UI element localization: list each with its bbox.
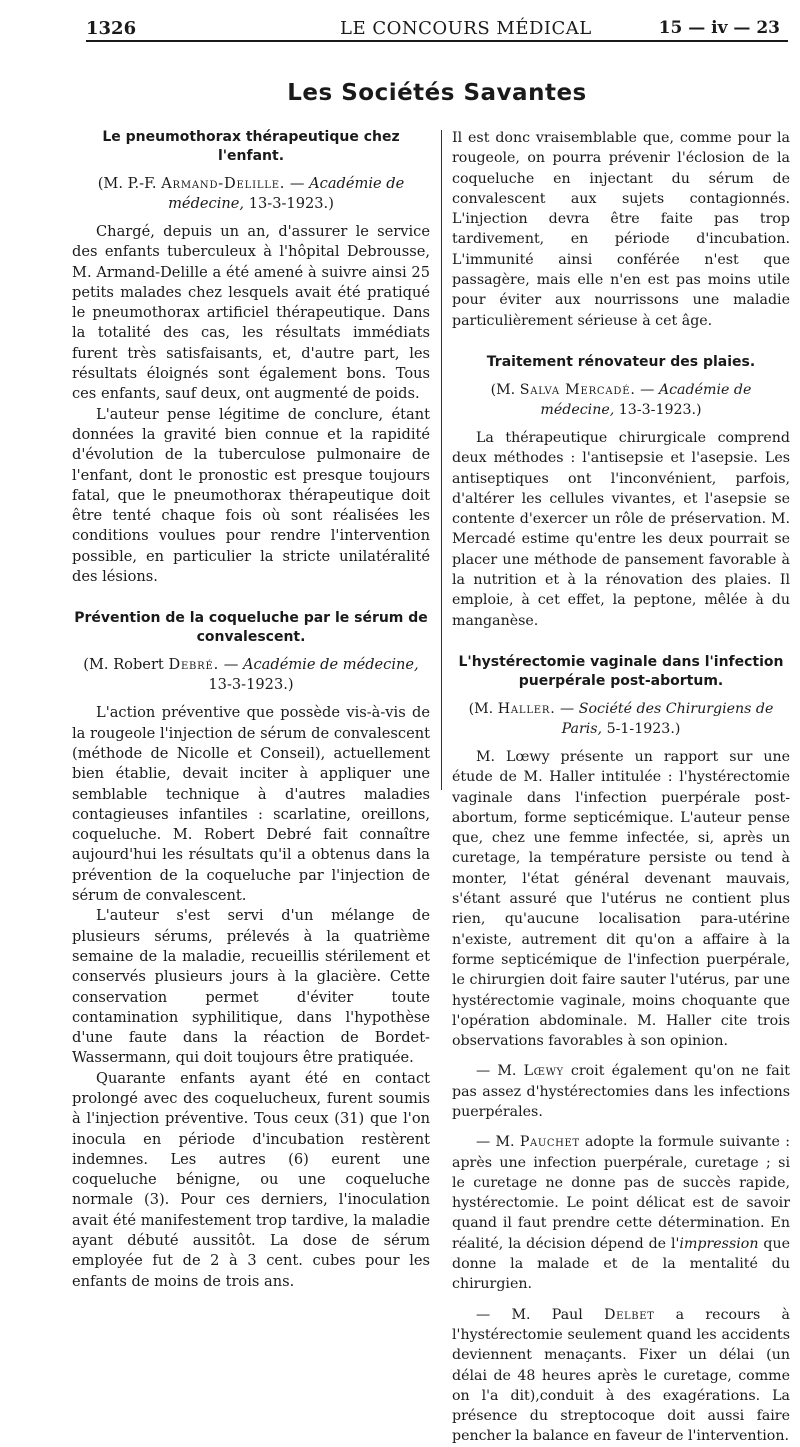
article-citation: [452, 380, 790, 420]
article-paragraph: [452, 1061, 790, 1122]
citation-date: 13-3-1923.): [244, 195, 334, 212]
citation-prefix: (M. P.-F.: [97, 175, 157, 192]
section-title: Les Sociétés Savantes: [287, 80, 587, 106]
citation-author: Debré.: [168, 656, 220, 674]
article-title: Prévention de la coqueluche par le sérum de convalescent.: [74, 610, 428, 646]
article-citation: [72, 174, 430, 214]
paragraph-text: adopte la formule suivante : après une infection puerpérale, curetage ; si le curetage ne donne pas de succès rapide, hystérectomie. Le point délicat est de savoir quand il faut prendre cette détermination. En réalité, la décision dépend de l': [452, 1134, 791, 1252]
page-number: 1326: [86, 18, 137, 39]
article-coqueluche: [72, 609, 430, 1292]
citation-prefix: (M.: [490, 381, 516, 398]
journal-name: LE CONCOURS MÉDICAL: [340, 18, 592, 39]
article-plaies: [452, 353, 790, 631]
paragraph-text: que donne la malade et de la mentalité du chirurgien.: [452, 1235, 790, 1293]
citation-venue: Académie de médecine,: [540, 381, 752, 418]
dash-prefix: — M.: [476, 1063, 517, 1080]
citation-dash: —: [555, 700, 579, 717]
running-header: [86, 12, 788, 42]
citation-author: Armand-Delille.: [161, 175, 286, 192]
article-paragraph: M. Lœwy présente un rapport sur une étude de M. Haller intitulée : l'hystérectomie vaginale dans l'infection puerpérale post-abortum, forme septicémique. L'auteur pense que, chez une femme infectée, si, après un curetage, la température persiste ou tend à monter, l'état général devenant mauvais, s'étant assuré que l'utérus ne contient plus rien, qu'aucune localisation para-utérine n'existe, autrement dit qu'on a affaire à la forme septicémique de l'infection puerpérale, le chirurgien doit faire sauter l'utérus, par une hystérectomie vaginale, moins choquante que l'opération abdominale. M. Haller cite trois observations favorables à son opinion.: [452, 748, 790, 1050]
citation-venue: Académie de médecine,: [168, 175, 405, 212]
article-paragraph-continued: Il est donc vraisemblable que, comme pour la rougeole, on pourra prévenir l'éclosion de la coqueluche en injectant du sérum de convalescent aux sujets contagionnés. L'injection devra être faite pas trop tardivement, en période d'incubation. L'immunité ainsi conférée n'est que passagère, mais elle n'en est pas moins utile pour éviter aux nourrissons une maladie particulièrement sérieuse à cet âge.: [452, 130, 790, 329]
article-pneumothorax: [72, 128, 430, 587]
citation-venue: Société des Chirurgiens de Paris,: [561, 700, 774, 737]
column-divider: [441, 130, 442, 790]
article-paragraph: L'action préventive que possède vis-à-vis de la rougeole l'injection de sérum de convalescent (méthode de Nicolle et Conseil), actuellement bien établie, devait inciter à appliquer une semblable technique à d'autres maladies contagieuses infantiles : scarlatine, oreillons, coqueluche. M. Robert Debré fait connaître aujourd'hui les résultats qu'il a obtenus dans la prévention de la coqueluche par l'injection de sérum de convalescent.: [72, 704, 430, 905]
dash-prefix: — M.: [476, 1134, 515, 1151]
citation-date: 5-1-1923.): [602, 720, 681, 737]
article-citation: [72, 655, 430, 695]
right-column: [452, 128, 790, 1447]
issue-date: 15 — iv — 23: [658, 18, 780, 38]
paragraph-text: a recours à l'hystérectomie seulement quand les accidents deviennent menaçants. Fixer un délai (un délai de 48 heures après le curetage, comme on l'a dit),conduit à des exagérations. La présence du streptocoque doit aussi faire pencher la balance en faveur de l'intervention.: [452, 1306, 791, 1445]
article-paragraph: Chargé, depuis un an, d'assurer le service des enfants tuberculeux à l'hôpital Debrousse, M. Armand-Delille a été amené à suivre ainsi 25 petits malades chez lesquels avait été pratiqué le pneumothorax artificiel thérapeutique. Dans la totalité des cas, les résultats immédiats furent très satisfaisants, et, d'autre part, les résultats éloignés sont également bons. Tous ces enfants, sauf deux, ont augmenté de poids.: [72, 223, 430, 403]
article-title: Traitement rénovateur des plaies.: [486, 353, 756, 370]
left-column: [72, 128, 430, 1292]
article-title: Le pneumothorax thérapeutique chez l'enfant.: [102, 129, 400, 164]
citation-dash: —: [285, 175, 310, 192]
article-paragraph: La thérapeutique chirurgicale comprend deux méthodes : l'antisepsie et l'asepsie. Les antiseptiques ont l'inconvénient, parfois, d'altérer les cellules vivantes, et l'asepsie se contente d'exercer un rôle de préservation. M. Mercadé estime qu'entre les deux pourrait se placer une méthode de pansement favorable à la nutrition et à la rénovation des plaies. Il emploie, à cet effet, la peptone, mêlée à du manganèse.: [452, 429, 790, 629]
citation-author: Haller.: [497, 700, 556, 717]
citation-prefix: (M.: [468, 700, 494, 717]
article-paragraph: [452, 1305, 790, 1447]
article-citation: [452, 699, 790, 739]
dash-prefix: — M. Paul: [476, 1306, 583, 1323]
article-paragraph: Quarante enfants ayant été en contact prolongé avec des coquelucheux, furent soumis à l'injection préventive. Tous ceux (31) que l'on inocula en période d'incubation restèrent indemnes. Les autres (6) eurent une coqueluche bénigne, ou une coqueluche normale (3). Pour ces derniers, l'inoculation avait été manifestement trop tardive, la maladie ayant débuté aussitôt. La dose de sérum employée fut de 2 à 3 cent. cubes pour les enfants de moins de trois ans.: [72, 1069, 430, 1290]
speaker-name: Lœwy: [523, 1063, 564, 1080]
citation-dash: —: [219, 656, 243, 674]
citation-prefix: (M. Robert: [83, 656, 164, 674]
citation-venue: Académie de médecine,: [242, 656, 419, 674]
citation-author: Salva Mercadé.: [519, 381, 636, 398]
article-paragraph: L'auteur pense légitime de conclure, étant données la gravité bien connue et la rapidité d'évolution de la tuberculose pulmonaire de l'enfant, dont le pronostic est presque toujours fatal, que le pneumothorax thérapeutique doit être tenté chaque fois où sont réalisées les conditions voulues pour rendre l'intervention possible, en particulier la stricte unilatéralité des lésions.: [72, 405, 430, 586]
article-title: L'hystérectomie vaginale dans l'infection puerpérale post-abortum.: [458, 653, 784, 689]
citation-date: 13-3-1923.): [208, 676, 294, 694]
paragraph-text: croit également qu'on ne fait pas assez d'hystérectomies dans les infections puerpérales.: [452, 1063, 791, 1120]
italic-word: impression: [679, 1235, 759, 1252]
citation-dash: —: [635, 381, 659, 398]
citation-date: 13-3-1923.): [614, 401, 702, 418]
article-paragraph: L'auteur s'est servi d'un mélange de plusieurs sérums, prélevés à la quatrième semaine de la maladie, recueillis stérilement et conservés plusieurs jours à la glacière. Cette conservation permet d'éviter toute contamination syphilitique, dans l'hypothèse d'une faute dans la réaction de Bordet-Wassermann, qui doit toujours être pratiquée.: [72, 907, 430, 1067]
article-paragraph: [452, 1132, 790, 1294]
speaker-name: Delbet: [604, 1306, 655, 1323]
speaker-name: Pauchet: [519, 1134, 580, 1151]
article-hysterectomie: [452, 653, 790, 1447]
